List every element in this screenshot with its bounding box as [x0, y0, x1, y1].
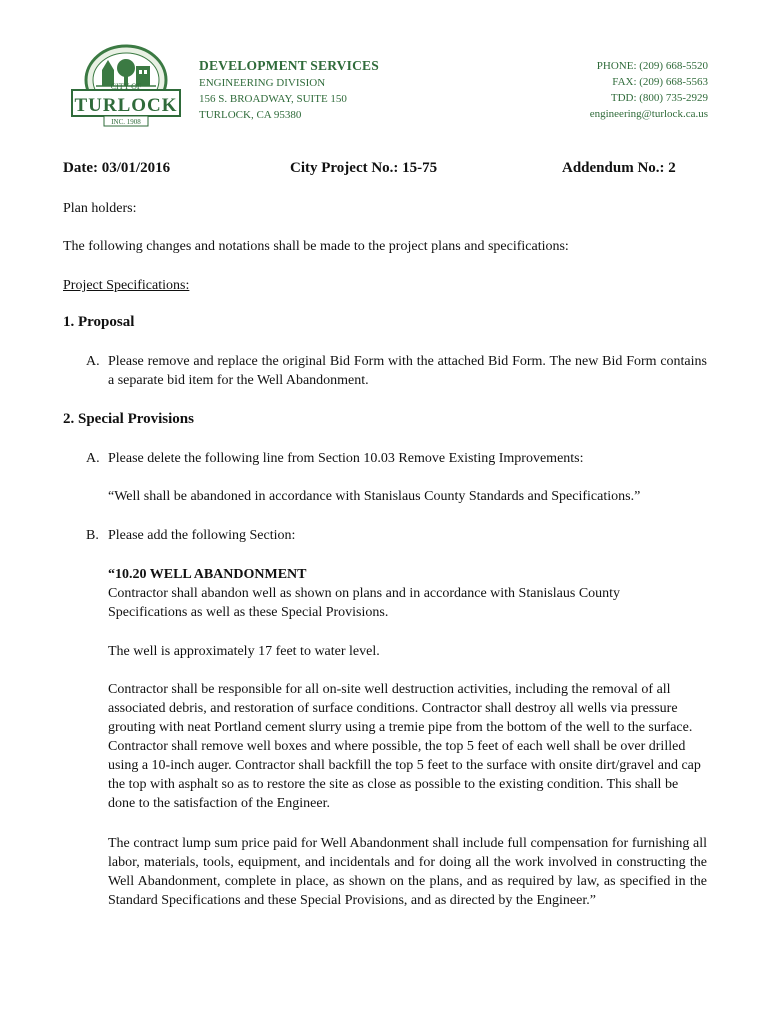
logo-top-text: CITY OF	[110, 82, 142, 91]
address-line-1: 156 S. BROADWAY, SUITE 150	[199, 93, 347, 105]
item-2a-text: Please delete the following line from Section 10.03 Remove Existing Improvements:	[108, 451, 584, 466]
section-heading: Project Specifications:	[63, 278, 190, 293]
item-1-title: 1. Proposal	[63, 314, 135, 330]
tdd-number: TDD: (800) 735-2929	[610, 92, 708, 104]
salutation: Plan holders:	[63, 201, 137, 216]
department-name: DEVELOPMENT SERVICES	[199, 58, 379, 73]
paragraph-3: Contractor shall be responsible for all on-site well destruction activities, including the removal of all associated debris, and restoration of surface conditions. Contractor shall destroy all wells via pressure grouting with neat Portland cement slurry using a tremie pipe from the bottom of the well to the surface. Contractor shall remove well boxes and where possible, the top 5 feet of each well shall be over drilled using a 10-inch auger. Contractor shall backfill the top 5 feet to the surface with onsite dirt/gravel and cap the top with asphalt so as to restore the site as close as possible to the existing condition. This shall be done to the satisfaction of the Engineer.	[108, 682, 701, 811]
project-number: City Project No.: 15-75	[290, 160, 438, 176]
paragraph-4: The contract lump sum price paid for Well Abandonment shall include full compensation for furnishing all labor, materials, tools, equipment, and incidentals and for doing all the work involved in constructing the Well Abandonment, complete in place, as shown on the plans, and as required by law, as specified in the Standard Specifications and these Special Provisions, and as directed by the Engineer.”	[108, 836, 707, 908]
item-1a-letter: A.	[86, 354, 100, 369]
division-name: ENGINEERING DIVISION	[199, 77, 326, 89]
addendum-number: Addendum No.: 2	[562, 160, 676, 176]
city-seal-logo	[66, 40, 186, 130]
item-2-title: 2. Special Provisions	[63, 411, 194, 427]
logo-main-text: TURLOCK	[74, 95, 178, 116]
paragraph-1: Contractor shall abandon well as shown on plans and in accordance with Stanislaus County Specifications as well as these Special Provisions.	[108, 586, 621, 620]
item-2b-letter: B.	[86, 528, 99, 543]
department-block	[199, 58, 379, 123]
fax-number: FAX: (209) 668-5563	[612, 76, 708, 88]
addendum-date: Date: 03/01/2016	[63, 160, 171, 176]
item-2a-letter: A.	[86, 451, 100, 466]
paragraph-2: The well is approximately 17 feet to water level.	[108, 644, 380, 659]
logo-bottom-text: INC. 1908	[111, 118, 141, 126]
phone-number: PHONE: (209) 668-5520	[596, 60, 708, 72]
item-2a-quote: “Well shall be abandoned in accordance with Stanislaus County Standards and Specifications.”	[108, 489, 641, 504]
contact-block	[590, 58, 708, 122]
address-line-2: TURLOCK, CA 95380	[199, 109, 302, 121]
section-title: “10.20 WELL ABANDONMENT	[108, 567, 307, 582]
item-2b-text: Please add the following Section:	[108, 528, 296, 543]
intro-text: The following changes and notations shall be made to the project plans and specifications:	[63, 239, 569, 254]
item-1a-text: Please remove and replace the original Bid Form with the attached Bid Form. The new Bid Form contains a separate bid item for the Well Abandonment.	[108, 354, 707, 388]
email-link[interactable]: engineering@turlock.ca.us	[589, 108, 708, 120]
